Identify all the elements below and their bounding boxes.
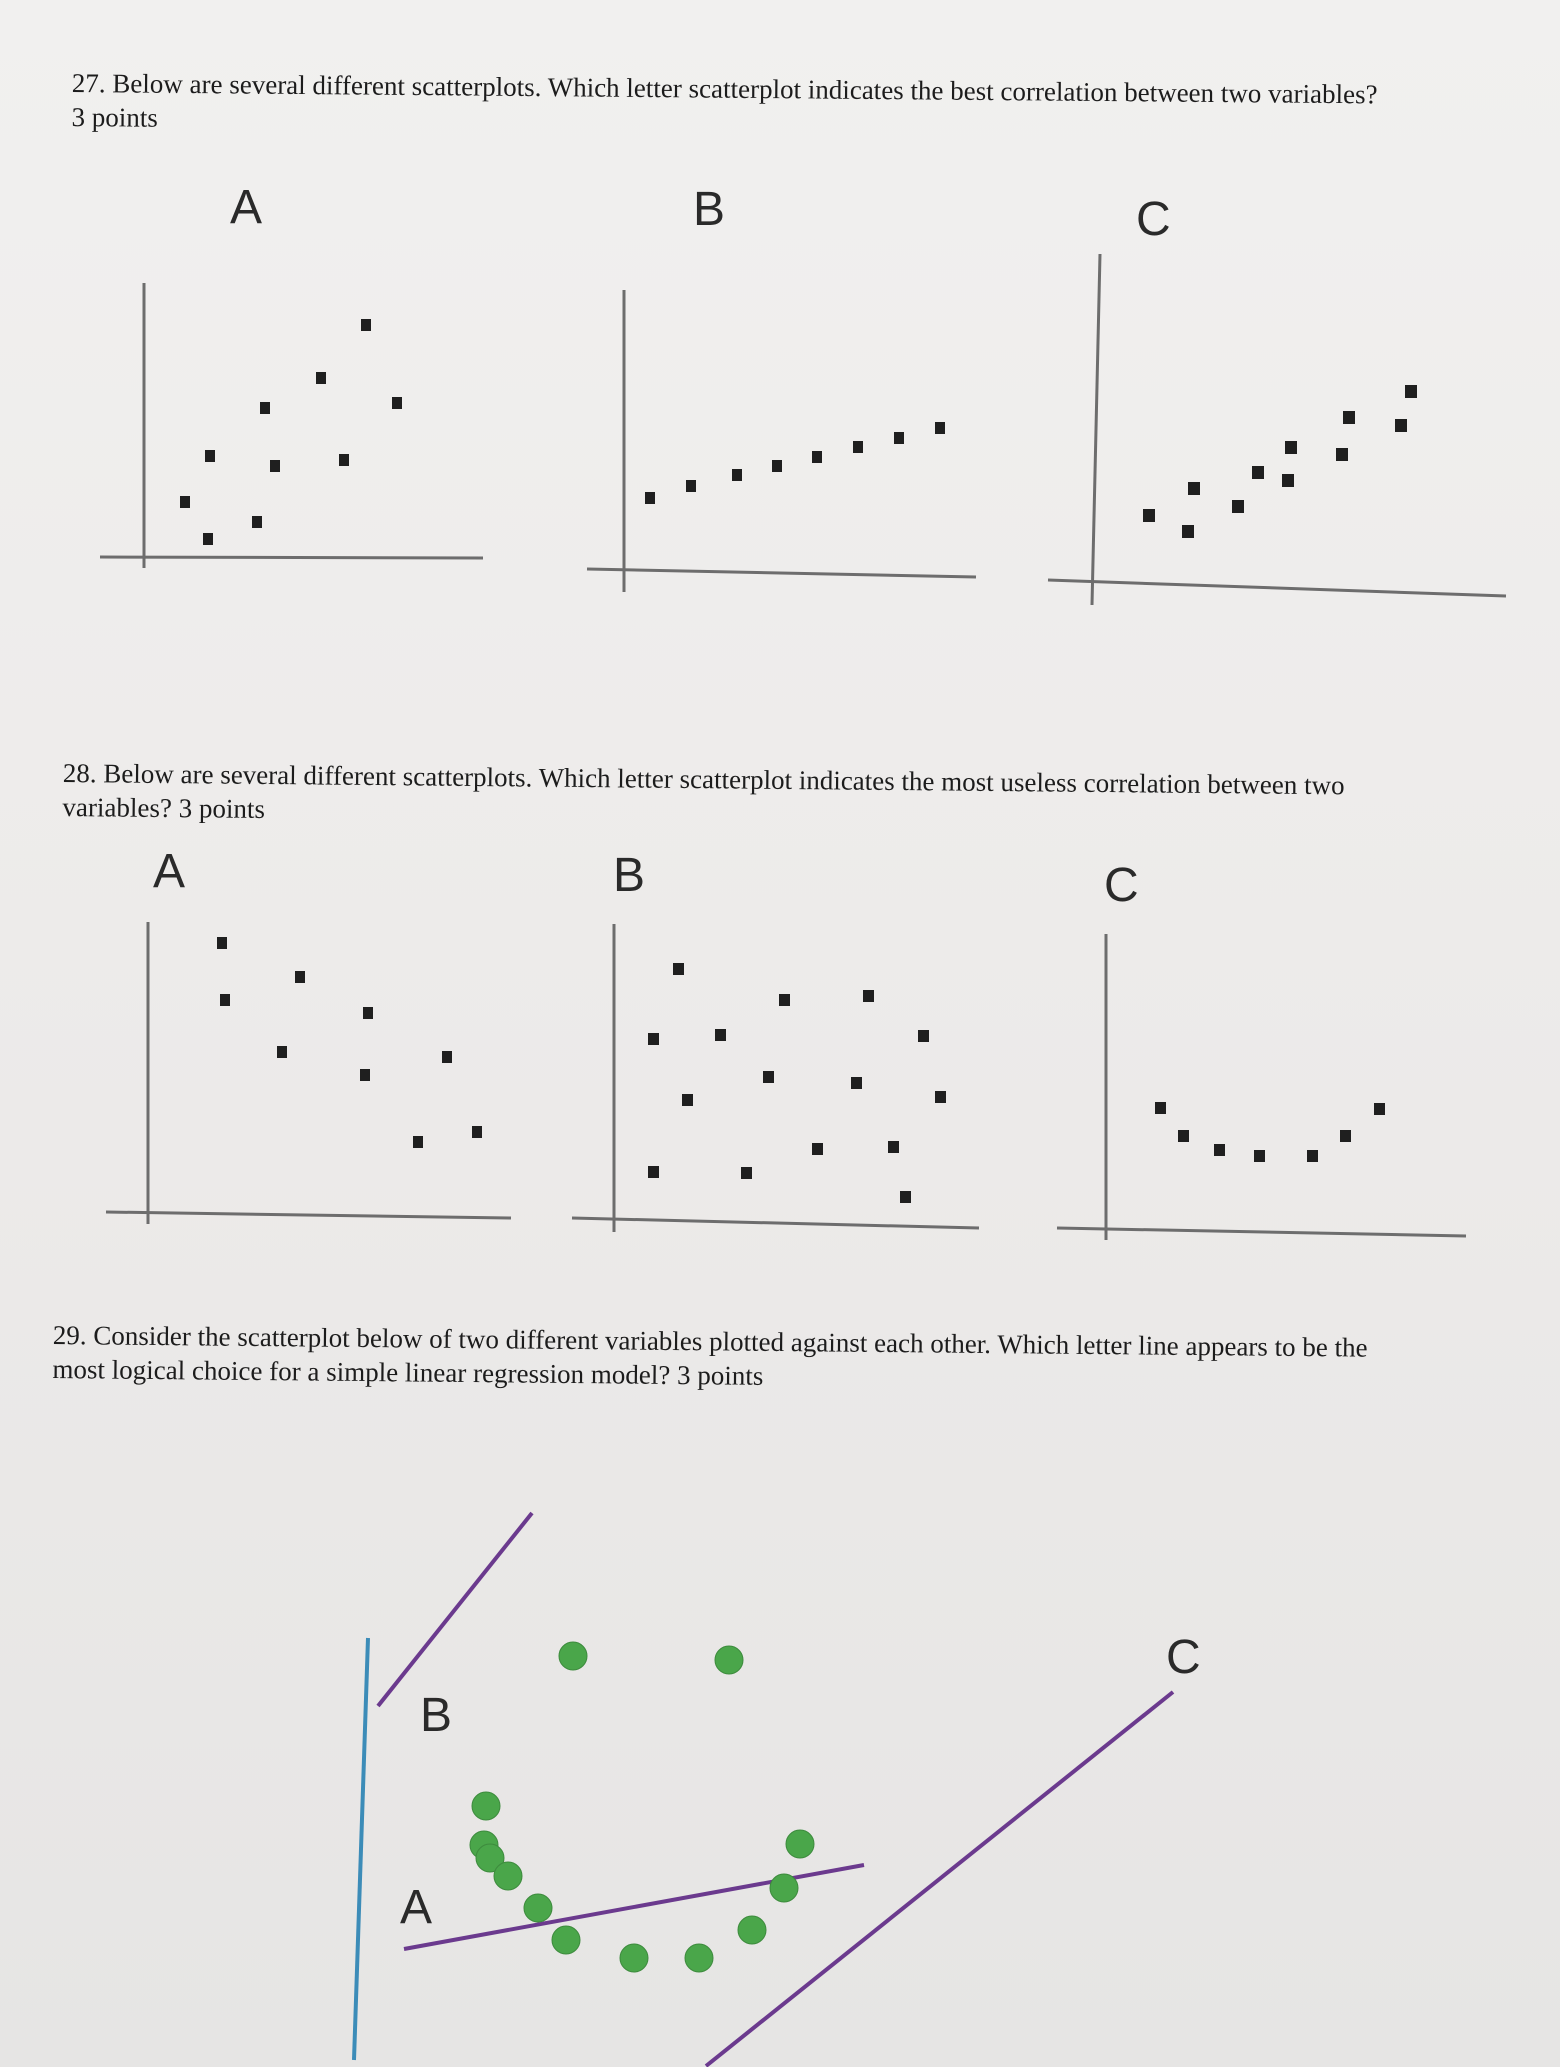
q27-b-point	[686, 480, 696, 492]
q28-b-point	[741, 1167, 752, 1179]
q28-b-x-axis	[572, 1218, 979, 1228]
q28-a-point	[442, 1051, 452, 1063]
q27-a-point	[316, 372, 326, 384]
q28-plot-b	[572, 924, 979, 1232]
question-28-line-1: 28. Below are several different scatterplots. Which letter scatterplot indicates the most useless correlation between two	[62, 757, 1345, 801]
q28-c-x-axis	[1057, 1228, 1466, 1236]
q27-a-point	[180, 496, 190, 508]
q27-b-point	[645, 492, 655, 504]
q28-b-point	[648, 1033, 659, 1045]
q28-a-point	[217, 937, 227, 949]
q27-a-point	[339, 454, 349, 466]
q28-a-point	[472, 1126, 482, 1138]
q27-c-point	[1232, 500, 1244, 513]
q28-c-point	[1374, 1103, 1385, 1115]
q27-label-c: C	[1136, 193, 1171, 246]
q27-c-point	[1405, 385, 1417, 398]
q29-point	[472, 1792, 500, 1820]
question-29-line-2: most logical choice for a simple linear regression model? 3 points	[52, 1353, 764, 1391]
q28-b-point	[888, 1141, 899, 1153]
q28-c-point	[1254, 1150, 1265, 1162]
q28-a-point	[277, 1046, 287, 1058]
q28-b-point	[673, 963, 684, 975]
q28-label-b: B	[613, 849, 646, 902]
q29-point	[770, 1874, 798, 1902]
q28-a-point	[295, 971, 305, 983]
q28-c-point	[1307, 1150, 1318, 1162]
q27-b-point	[772, 460, 782, 472]
q27-a-point	[361, 319, 371, 331]
q28-c-point	[1214, 1144, 1225, 1156]
q27-plot-c	[1048, 254, 1506, 605]
q28-b-point	[918, 1030, 929, 1042]
q29-line-a	[404, 1865, 864, 1949]
q28-a-point	[413, 1136, 423, 1148]
q28-b-point	[851, 1077, 862, 1089]
q27-a-point	[270, 460, 280, 472]
q28-plot-c	[1057, 934, 1466, 1240]
q28-b-point	[812, 1143, 823, 1155]
q27-a-x-axis	[100, 557, 483, 558]
q29-point	[524, 1894, 552, 1922]
q27-c-point	[1395, 419, 1407, 432]
q28-c-point	[1340, 1130, 1351, 1142]
q29-line-c-label: C	[1166, 1631, 1201, 1684]
q27-c-y-axis	[1092, 254, 1100, 605]
q28-a-point	[363, 1007, 373, 1019]
q27-a-point	[252, 516, 262, 528]
q28-label-c: C	[1104, 859, 1139, 912]
q27-a-point	[260, 402, 270, 414]
q27-plot-a	[100, 283, 483, 568]
question-29-line-1: 29. Consider the scatterplot below of two different variables plotted against each other. Which letter line appears to be the	[52, 1319, 1368, 1363]
q27-b-point	[853, 441, 863, 453]
q27-label-b: B	[693, 183, 726, 236]
q27-c-point	[1343, 411, 1355, 424]
q27-c-point	[1143, 509, 1155, 522]
q27-plot-b	[587, 290, 976, 592]
q28-b-point	[682, 1094, 693, 1106]
q27-b-point	[732, 469, 742, 481]
q29-plot	[354, 1513, 1173, 2066]
q28-a-point	[220, 994, 230, 1006]
q27-c-point	[1188, 482, 1200, 495]
q28-label-a: A	[153, 845, 186, 898]
q29-point	[786, 1830, 814, 1858]
q28-a-point	[360, 1069, 370, 1081]
q29-line-b	[378, 1513, 532, 1706]
q27-c-point	[1336, 448, 1348, 461]
q28-plot-a	[106, 922, 511, 1224]
q27-a-point	[205, 450, 215, 462]
q29-point	[494, 1862, 522, 1890]
q28-b-point	[763, 1071, 774, 1083]
q29-line-b-label: B	[420, 1689, 453, 1742]
q29-line-a-label: A	[400, 1881, 433, 1934]
q27-c-x-axis	[1048, 580, 1506, 596]
q29-point	[559, 1642, 587, 1670]
q27-c-point	[1252, 466, 1264, 479]
q27-a-point	[392, 397, 402, 409]
q29-point	[715, 1646, 743, 1674]
q29-point	[738, 1916, 766, 1944]
q28-b-point	[863, 990, 874, 1002]
q29-point	[685, 1944, 713, 1972]
q28-a-x-axis	[106, 1212, 511, 1218]
q29-point	[552, 1926, 580, 1954]
question-27-line-1: 27. Below are several different scatterplots. Which letter scatterplot indicates the best correlation between two variables?	[71, 67, 1378, 110]
q27-c-point	[1182, 525, 1194, 538]
q27-b-point	[935, 422, 945, 434]
q27-b-point	[894, 432, 904, 444]
q28-b-point	[715, 1029, 726, 1041]
q28-b-point	[648, 1166, 659, 1178]
q27-label-a: A	[230, 181, 263, 234]
q27-a-point	[203, 533, 213, 545]
q28-b-point	[779, 994, 790, 1006]
q29-point	[620, 1944, 648, 1972]
q28-c-point	[1155, 1102, 1166, 1114]
q28-c-point	[1178, 1130, 1189, 1142]
q28-b-point	[935, 1091, 946, 1103]
q27-b-point	[812, 451, 822, 463]
q27-c-point	[1285, 441, 1297, 454]
question-28-line-2: variables? 3 points	[62, 791, 266, 824]
q27-b-x-axis	[587, 569, 976, 577]
q28-b-point	[900, 1191, 911, 1203]
q29-y-axis	[354, 1638, 368, 2060]
q27-c-point	[1282, 474, 1294, 487]
question-27-line-2: 3 points	[71, 101, 158, 133]
